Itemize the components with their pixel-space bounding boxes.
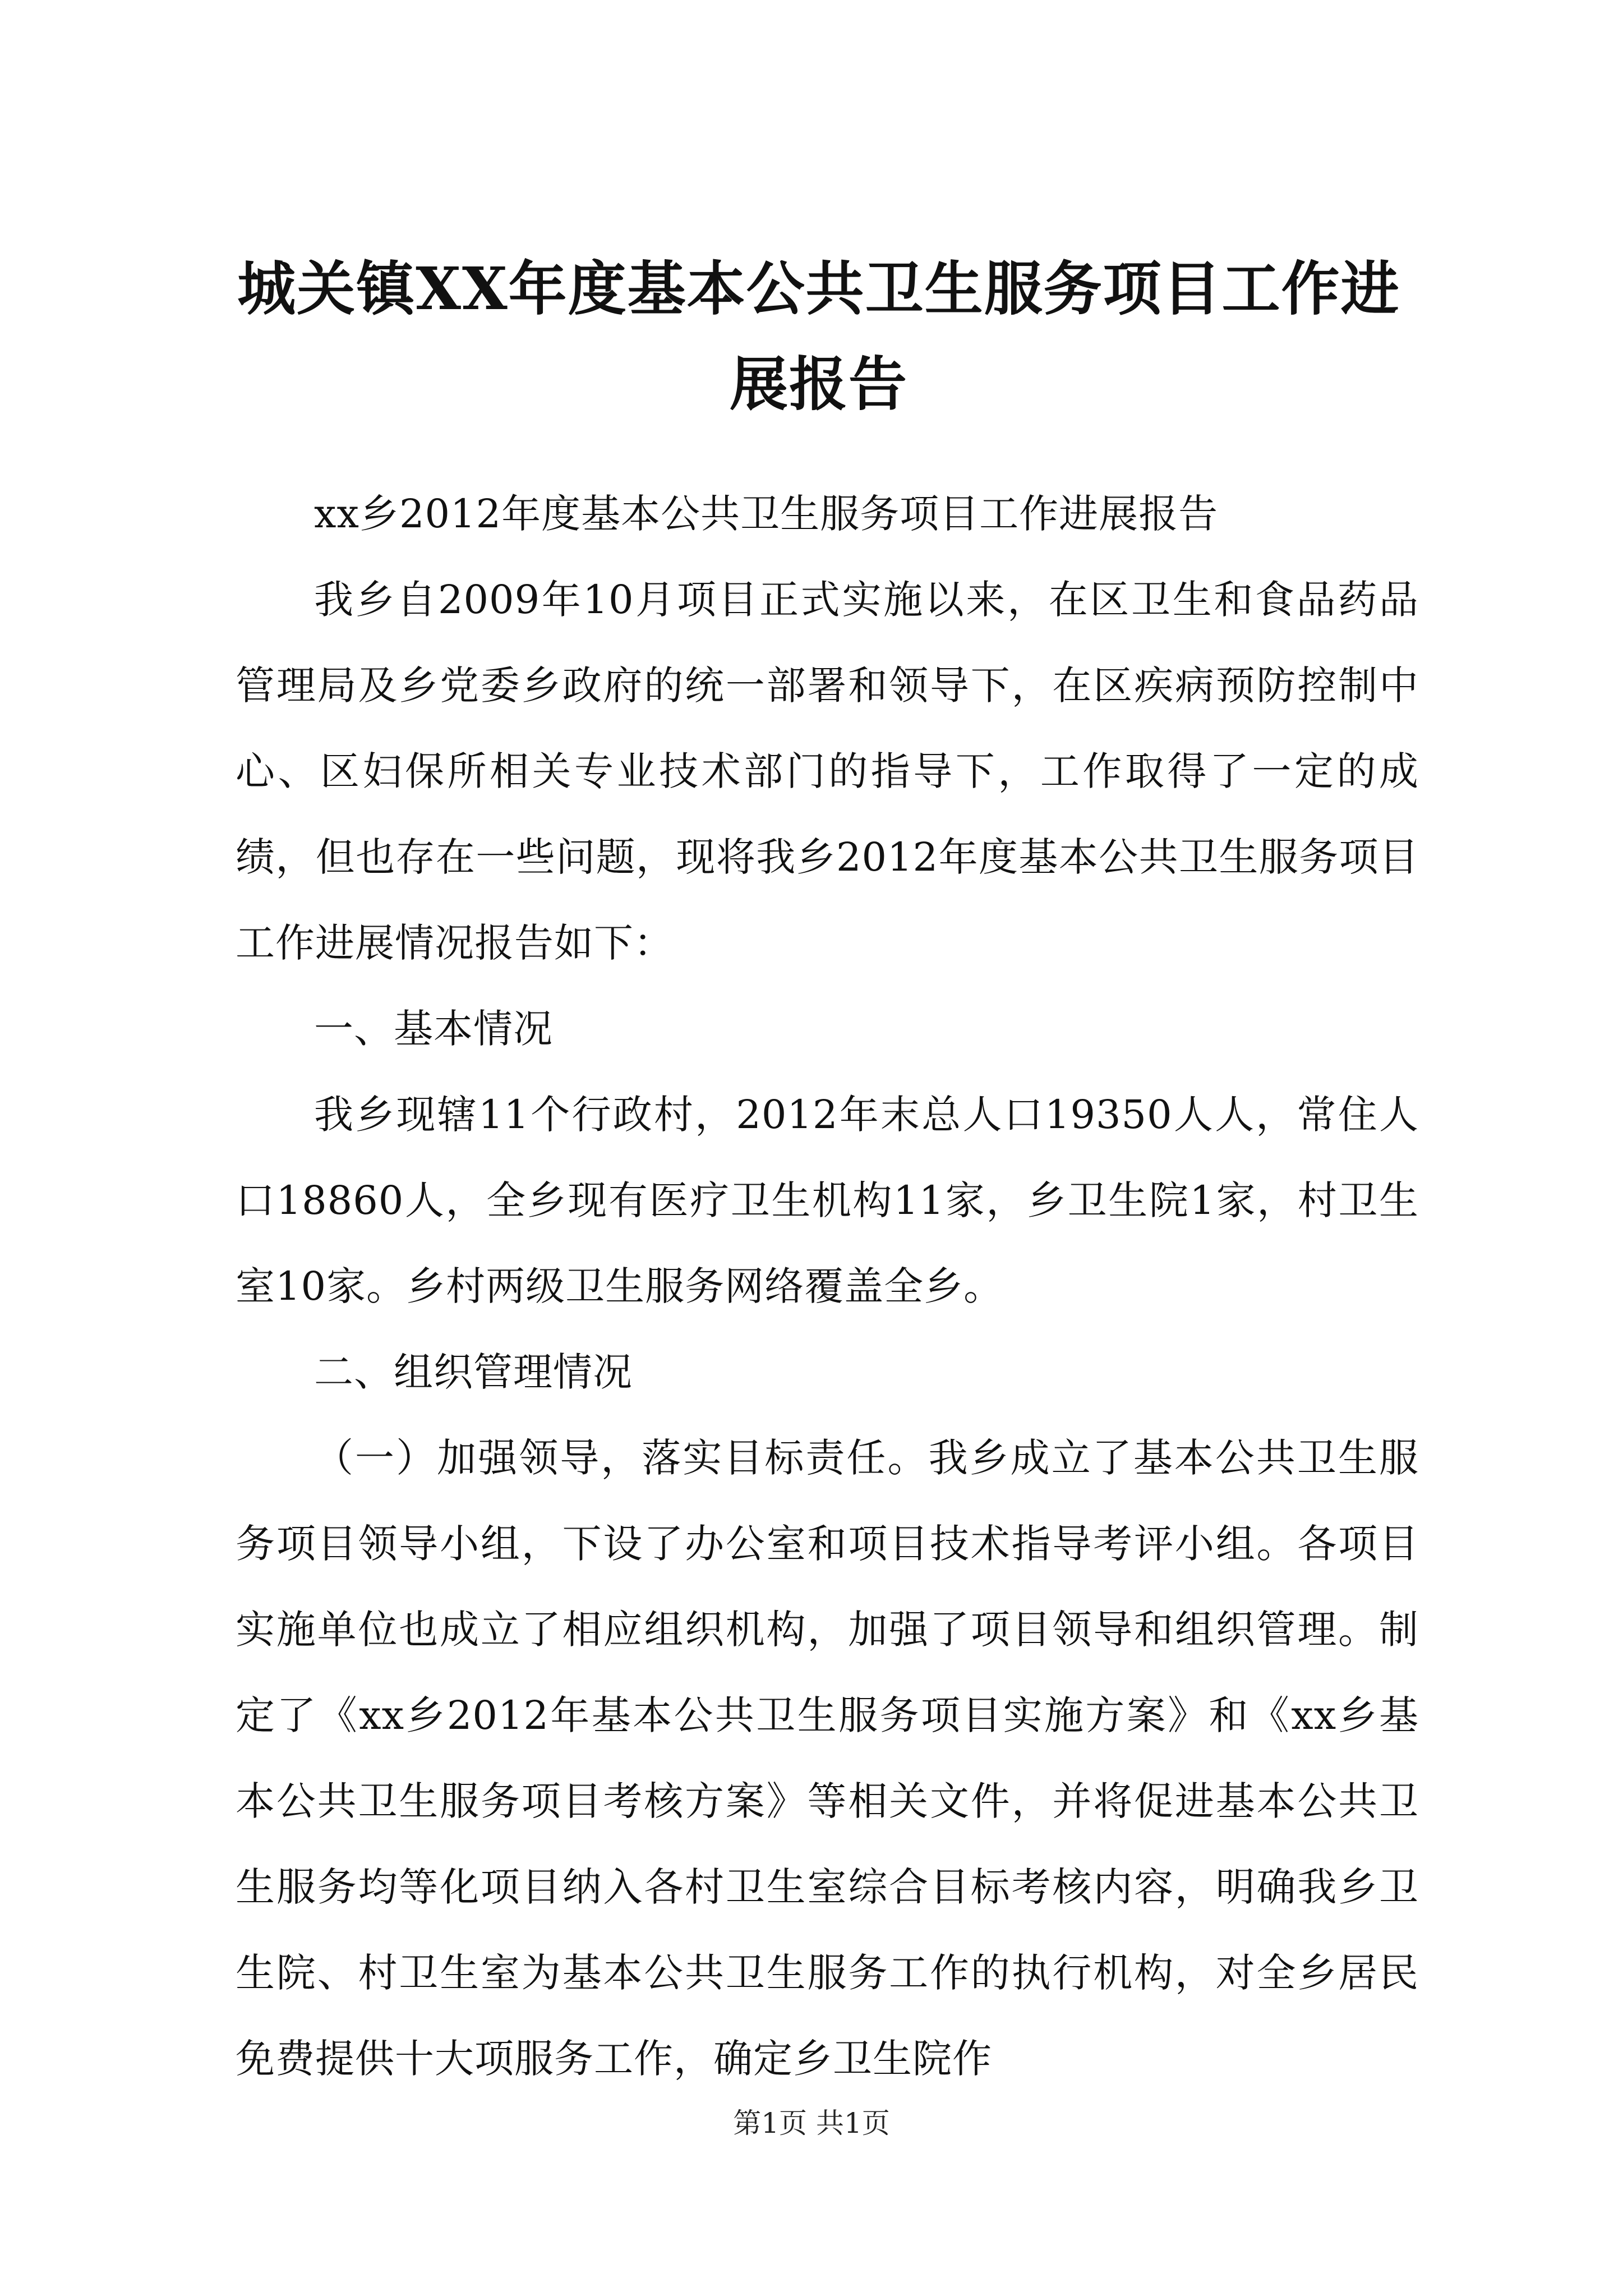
intro-paragraph: 我乡自2009年10月项目正式实施以来，在区卫生和食品药品管理局及乡党委乡政府的统一部署和领导下，在区疾病预防控制中心、区妇保所相关专业技术部门的指导下，工作取得了一定的成绩，但也存在一些问题，现将我乡2012年度基本公共卫生服务项目工作进展情况报告如下： [236,577,1419,966]
page-number-footer: 第1页 共1页 [733,2107,890,2139]
document-body [236,471,1419,2102]
report-subtitle-paragraph: xx乡2012年度基本公共卫生服务项目工作进展报告 [314,491,1219,537]
section-heading-organization-management: 二、组织管理情况 [314,1349,633,1395]
document-title: 城关镇XX年度基本公共卫生服务项目工作进展报告 [237,254,1400,418]
section-heading-basic-situation: 一、基本情况 [314,1006,553,1052]
leadership-responsibility-paragraph: （一）加强领导，落实目标责任。我乡成立了基本公共卫生服务项目领导小组，下设了办公室和项目技术指导考评小组。各项目实施单位也成立了相应组织机构，加强了项目领导和组织管理。制定了《xx乡2012年基本公共卫生服务项目实施方案》和《xx乡基本公共卫生服务项目考核方案》等相关文件，并将促进基本公共卫生服务均等化项目纳入各村卫生室综合目标考核内容，明确我乡卫生院、村卫生室为基本公共卫生服务工作的执行机构，对全乡居民免费提供十大项服务工作，确定乡卫生院作 [236,1435,1419,2082]
basic-situation-paragraph: 我乡现辖11个行政村，2012年末总人口19350人人，常住人口18860人，全乡现有医疗卫生机构11家，乡卫生院1家，村卫生室10家。乡村两级卫生服务网络覆盖全乡。 [236,1092,1419,1309]
